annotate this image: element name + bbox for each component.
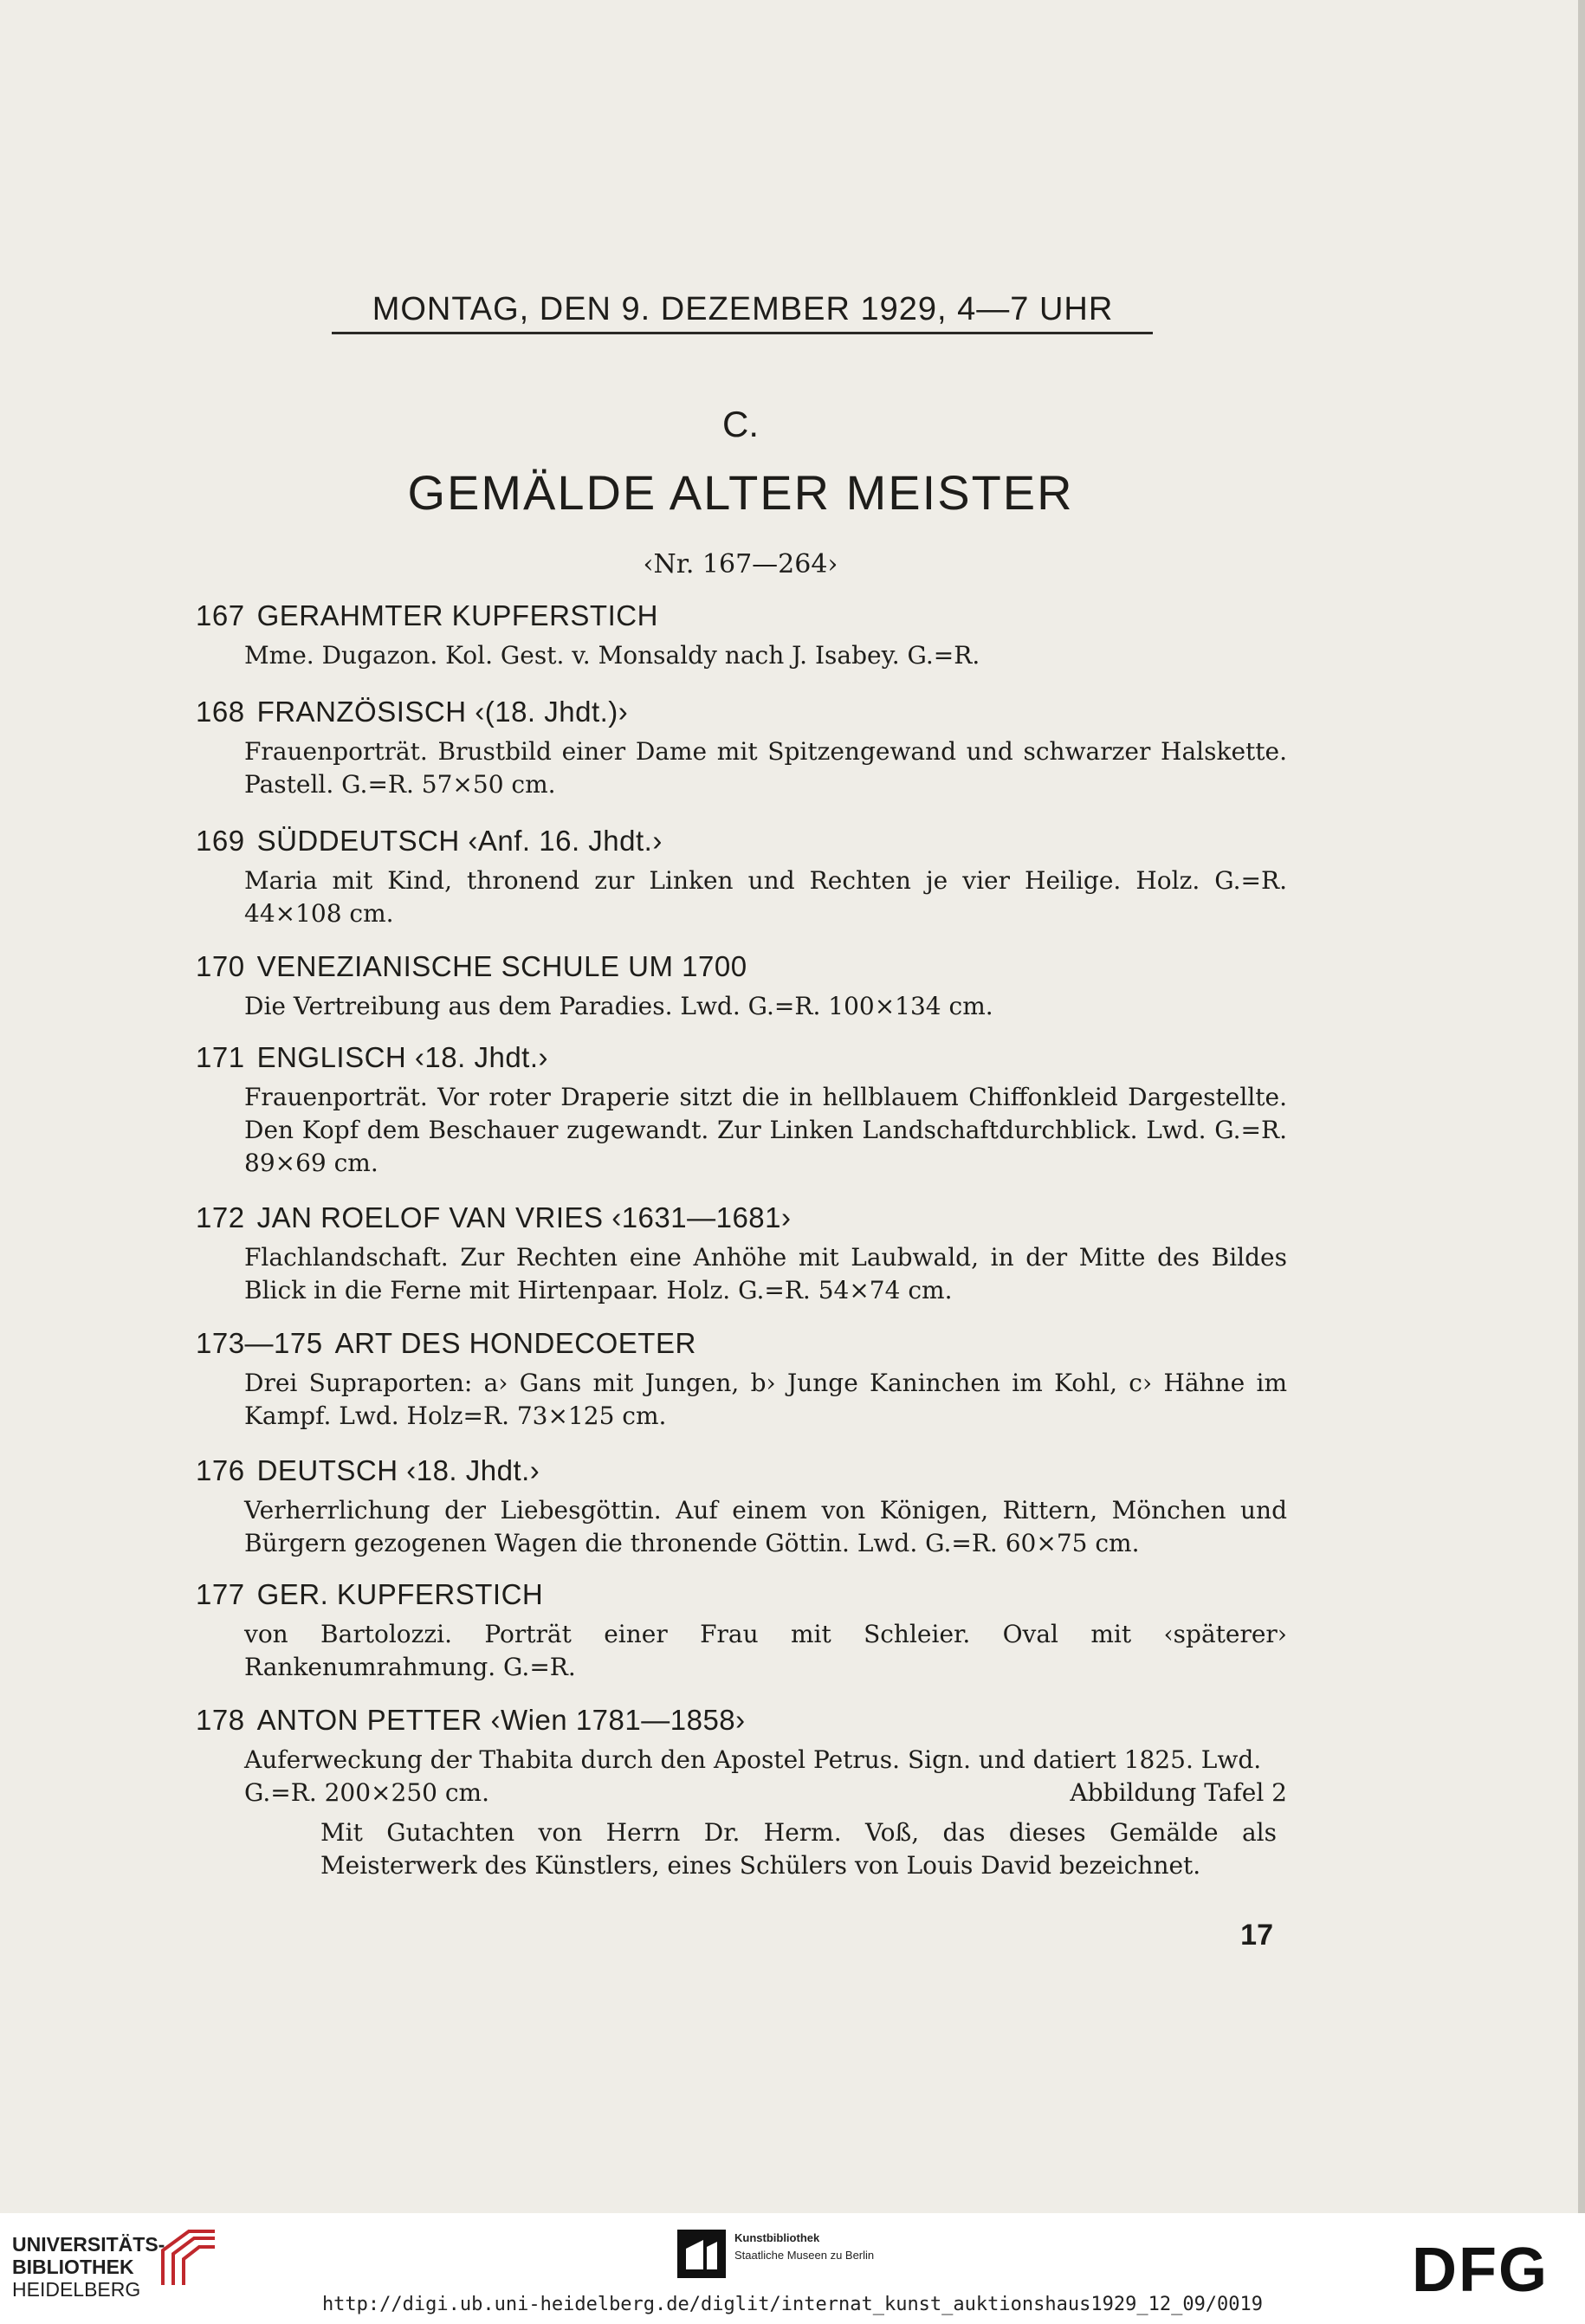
section-range: ‹Nr. 167—264›	[643, 549, 838, 579]
entry-dimensions: G.=R. 200×250 cm.	[244, 1778, 489, 1807]
entry-number: 173—175	[196, 1327, 323, 1359]
entry-description: Flachlandschaft. Zur Rechten eine Anhöhe mit Laubwald, in der Mitte des Bildes Blick in die Ferne mit Hirtenpaar. Holz. G.=R. 54×74 cm.	[244, 1243, 1287, 1304]
entry-description-line: Auferweckung der Thabita durch den Apostel Petrus. Sign. und datiert 1825. Lwd.	[244, 1745, 1262, 1774]
kb-line: Staatliche Museen zu Berlin	[734, 2249, 875, 2262]
entry-description: Frauenporträt. Vor roter Draperie sitzt die in hellblauem Chiffonkleid Dargestellte. Den Kopf dem Beschauer zugewandt. Zur Linken Landschaftdurchblick. Lwd. G.=R. 89×69 cm.	[244, 1083, 1287, 1177]
library-mark-icon	[154, 2224, 223, 2294]
entry-description: Mme. Dugazon. Kol. Gest. v. Monsaldy nach J. Isabey. G.=R.	[244, 641, 980, 670]
plate-reference: Abbildung Tafel 2	[1070, 1778, 1287, 1807]
logo-line: HEIDELBERG	[12, 2278, 141, 2301]
entry-number: 168	[196, 696, 245, 728]
entry-description: von Bartolozzi. Porträt einer Frau mit Schleier. Oval mit ‹späterer› Rankenumrahmung. G.=R.	[244, 1620, 1287, 1681]
kunstbibliothek-text	[734, 2230, 874, 2264]
catalog-entry	[196, 694, 1287, 801]
entry-title: SÜDDEUTSCH ‹Anf. 16. Jhdt.›	[256, 825, 663, 857]
entry-number: 170	[196, 950, 245, 982]
entry-title: ENGLISCH ‹18. Jhdt.›	[256, 1041, 549, 1073]
entry-note: Mit Gutachten von Herrn Dr. Herm. Voß, das dieses Gemälde als Meisterwerk des Künstlers, eines Schülers von Louis David bezeichnet.	[320, 1818, 1277, 1880]
page-header: MONTAG, DEN 9. DEZEMBER 1929, 4—7 UHR	[372, 291, 1114, 327]
page-edge	[1578, 0, 1585, 2213]
entry-number: 172	[196, 1201, 245, 1233]
entry-title: DEUTSCH ‹18. Jhdt.›	[256, 1454, 540, 1486]
catalog-entry	[196, 1702, 1287, 1882]
permalink-url[interactable]: http://digi.ub.uni-heidelberg.de/diglit/internat_kunst_auktionshaus1929_12_09/0019	[321, 2294, 1264, 2315]
entry-number: 171	[196, 1041, 245, 1073]
section-letter: C.	[722, 404, 759, 444]
page-number: 17	[1240, 1919, 1273, 1952]
entry-title: ANTON PETTER ‹Wien 1781—1858›	[256, 1704, 746, 1736]
entry-title: GERAHMTER KUPFERSTICH	[256, 599, 658, 631]
entry-description: Frauenporträt. Brustbild einer Dame mit Spitzengewand und schwarzer Halskette. Pastell. G.=R. 57×50 cm.	[244, 737, 1287, 799]
kunstbibliothek-logo-icon[interactable]	[677, 2230, 726, 2278]
entry-title: GER. KUPFERSTICH	[256, 1578, 544, 1610]
entry-title: JAN ROELOF VAN VRIES ‹1631—1681›	[256, 1201, 792, 1233]
logo-line: BIBLIOTHEK	[12, 2256, 134, 2278]
catalog-entry	[196, 1039, 1287, 1180]
logo-line: UNIVERSITÄTS-	[12, 2233, 165, 2256]
section-title: GEMÄLDE ALTER MEISTER	[407, 465, 1074, 520]
header-rule	[332, 332, 1153, 334]
entry-title: FRANZÖSISCH ‹(18. Jhdt.)›	[256, 696, 629, 728]
university-library-logo[interactable]	[12, 2233, 165, 2301]
entry-number: 178	[196, 1704, 245, 1736]
entry-description	[244, 1744, 1287, 1809]
catalog-entry	[196, 1325, 1287, 1433]
entry-title: ART DES HONDECOETER	[334, 1327, 696, 1359]
catalog-entry	[196, 598, 1287, 672]
entry-number: 167	[196, 599, 245, 631]
entry-title: VENEZIANISCHE SCHULE UM 1700	[256, 950, 747, 982]
entry-number: 169	[196, 825, 245, 857]
entry-number: 177	[196, 1578, 245, 1610]
kb-line: Kunstbibliothek	[734, 2231, 820, 2244]
catalog-entry	[196, 1453, 1287, 1560]
entry-description: Maria mit Kind, thronend zur Linken und Rechten je vier Heilige. Holz. G.=R. 44×108 cm.	[244, 866, 1287, 928]
entry-description: Drei Supraporten: a› Gans mit Jungen, b› Junge Kaninchen im Kohl, c› Hähne im Kampf. Lwd. Holz=R. 73×125 cm.	[244, 1369, 1287, 1430]
entry-description: Verherrlichung der Liebesgöttin. Auf einem von Königen, Rittern, Mönchen und Bürgern gezogenen Wagen die thronende Göttin. Lwd. G.=R. 60×75 cm.	[244, 1496, 1287, 1557]
catalog-entry	[196, 1200, 1287, 1307]
entry-description: Die Vertreibung aus dem Paradies. Lwd. G.=R. 100×134 cm.	[244, 992, 993, 1020]
dfg-logo[interactable]: DFG	[1412, 2236, 1549, 2305]
catalog-entry	[196, 948, 1287, 1023]
catalog-entry	[196, 1576, 1287, 1684]
entry-number: 176	[196, 1454, 245, 1486]
catalog-entry	[196, 823, 1287, 930]
